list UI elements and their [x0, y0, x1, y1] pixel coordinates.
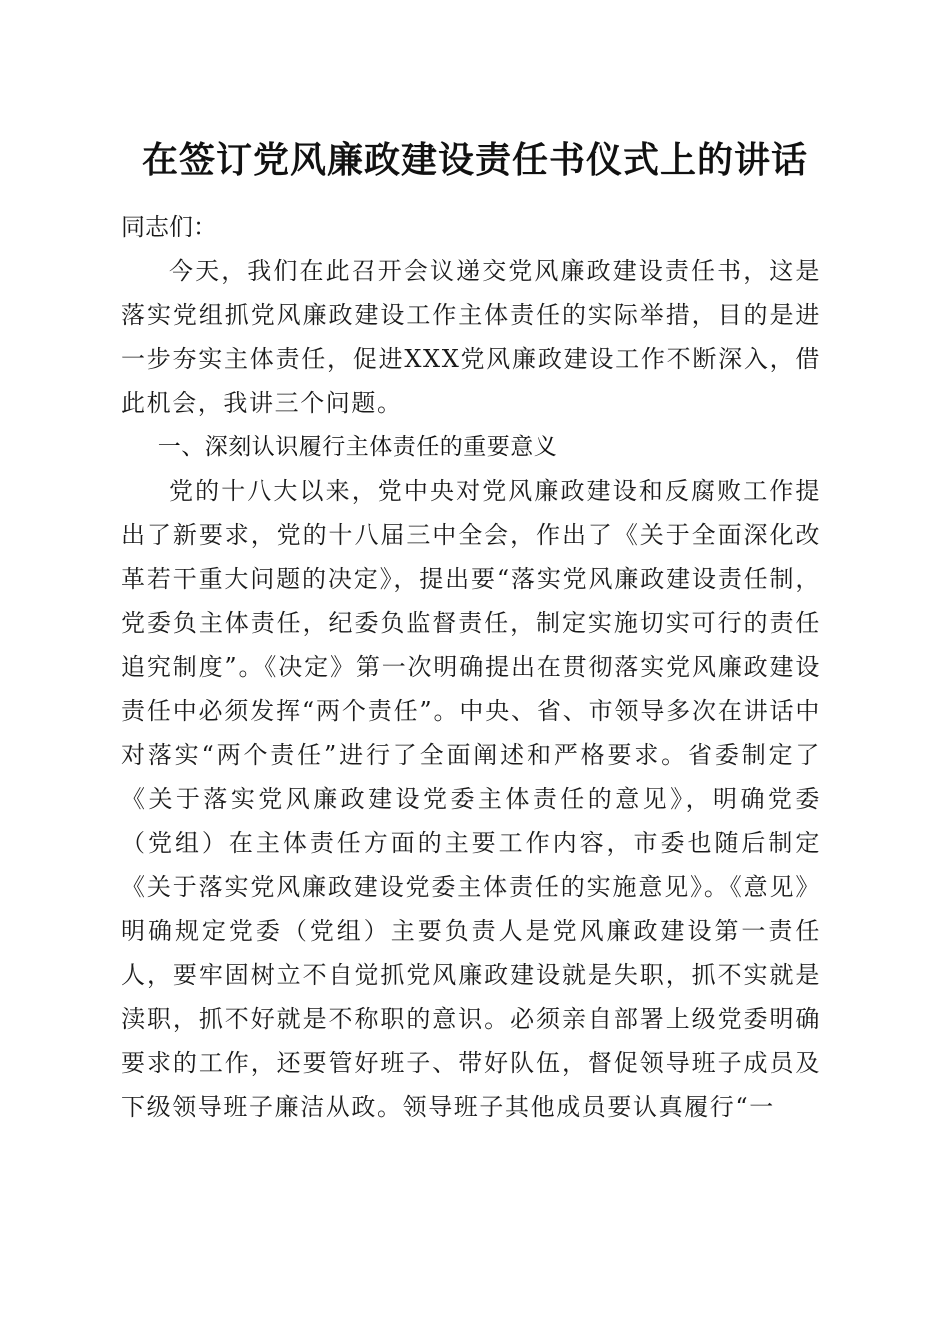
salutation: 同志们：: [121, 213, 217, 241]
document-title: 在签订党风廉政建设责任书仪式上的讲话: [141, 139, 808, 181]
section-heading: 一、深刻认识履行主体责任的重要意义: [157, 434, 558, 460]
document-body: [121, 205, 821, 1129]
intro-paragraph: 今天，我们在此召开会议递交党风廉政建设责任书，这是落实党组抓党风廉政建设工作主体责任的实际举措，目的是进一步夯实主体责任，促进XXX党风廉政建设工作不断深入，借此机会，我讲三个问题。: [121, 257, 821, 417]
section-paragraph: 党的十八大以来，党中央对党风廉政建设和反腐败工作提出了新要求，党的十八届三中全会，作出了《关于全面深化改革若干重大问题的决定》，提出要“落实党风廉政建设责任制，党委负主体责任，纪委负监督责任，制定实施切实可行的责任追究制度”。《决定》第一次明确提出在贯彻落实党风廉政建设责任中必须发挥“两个责任”。中央、省、市领导多次在讲话中对落实“两个责任”进行了全面阐述和严格要求。省委制定了《关于落实党风廉政建设党委主体责任的意见》，明确党委（党组）在主体责任方面的主要工作内容，市委也随后制定《关于落实党风廉政建设党委主体责任的实施意见》。《意见》明确规定党委（党组）主要负责人是党风廉政建设第一责任人，要牢固树立不自觉抓党风廉政建设就是失职，抓不实就是渎职，抓不好就是不称职的意识。必须亲自部署上级党委明确要求的工作，还要管好班子、带好队伍，督促领导班子成员及下级领导班子廉洁从政。领导班子其他成员要认真履行“一: [121, 477, 821, 1121]
